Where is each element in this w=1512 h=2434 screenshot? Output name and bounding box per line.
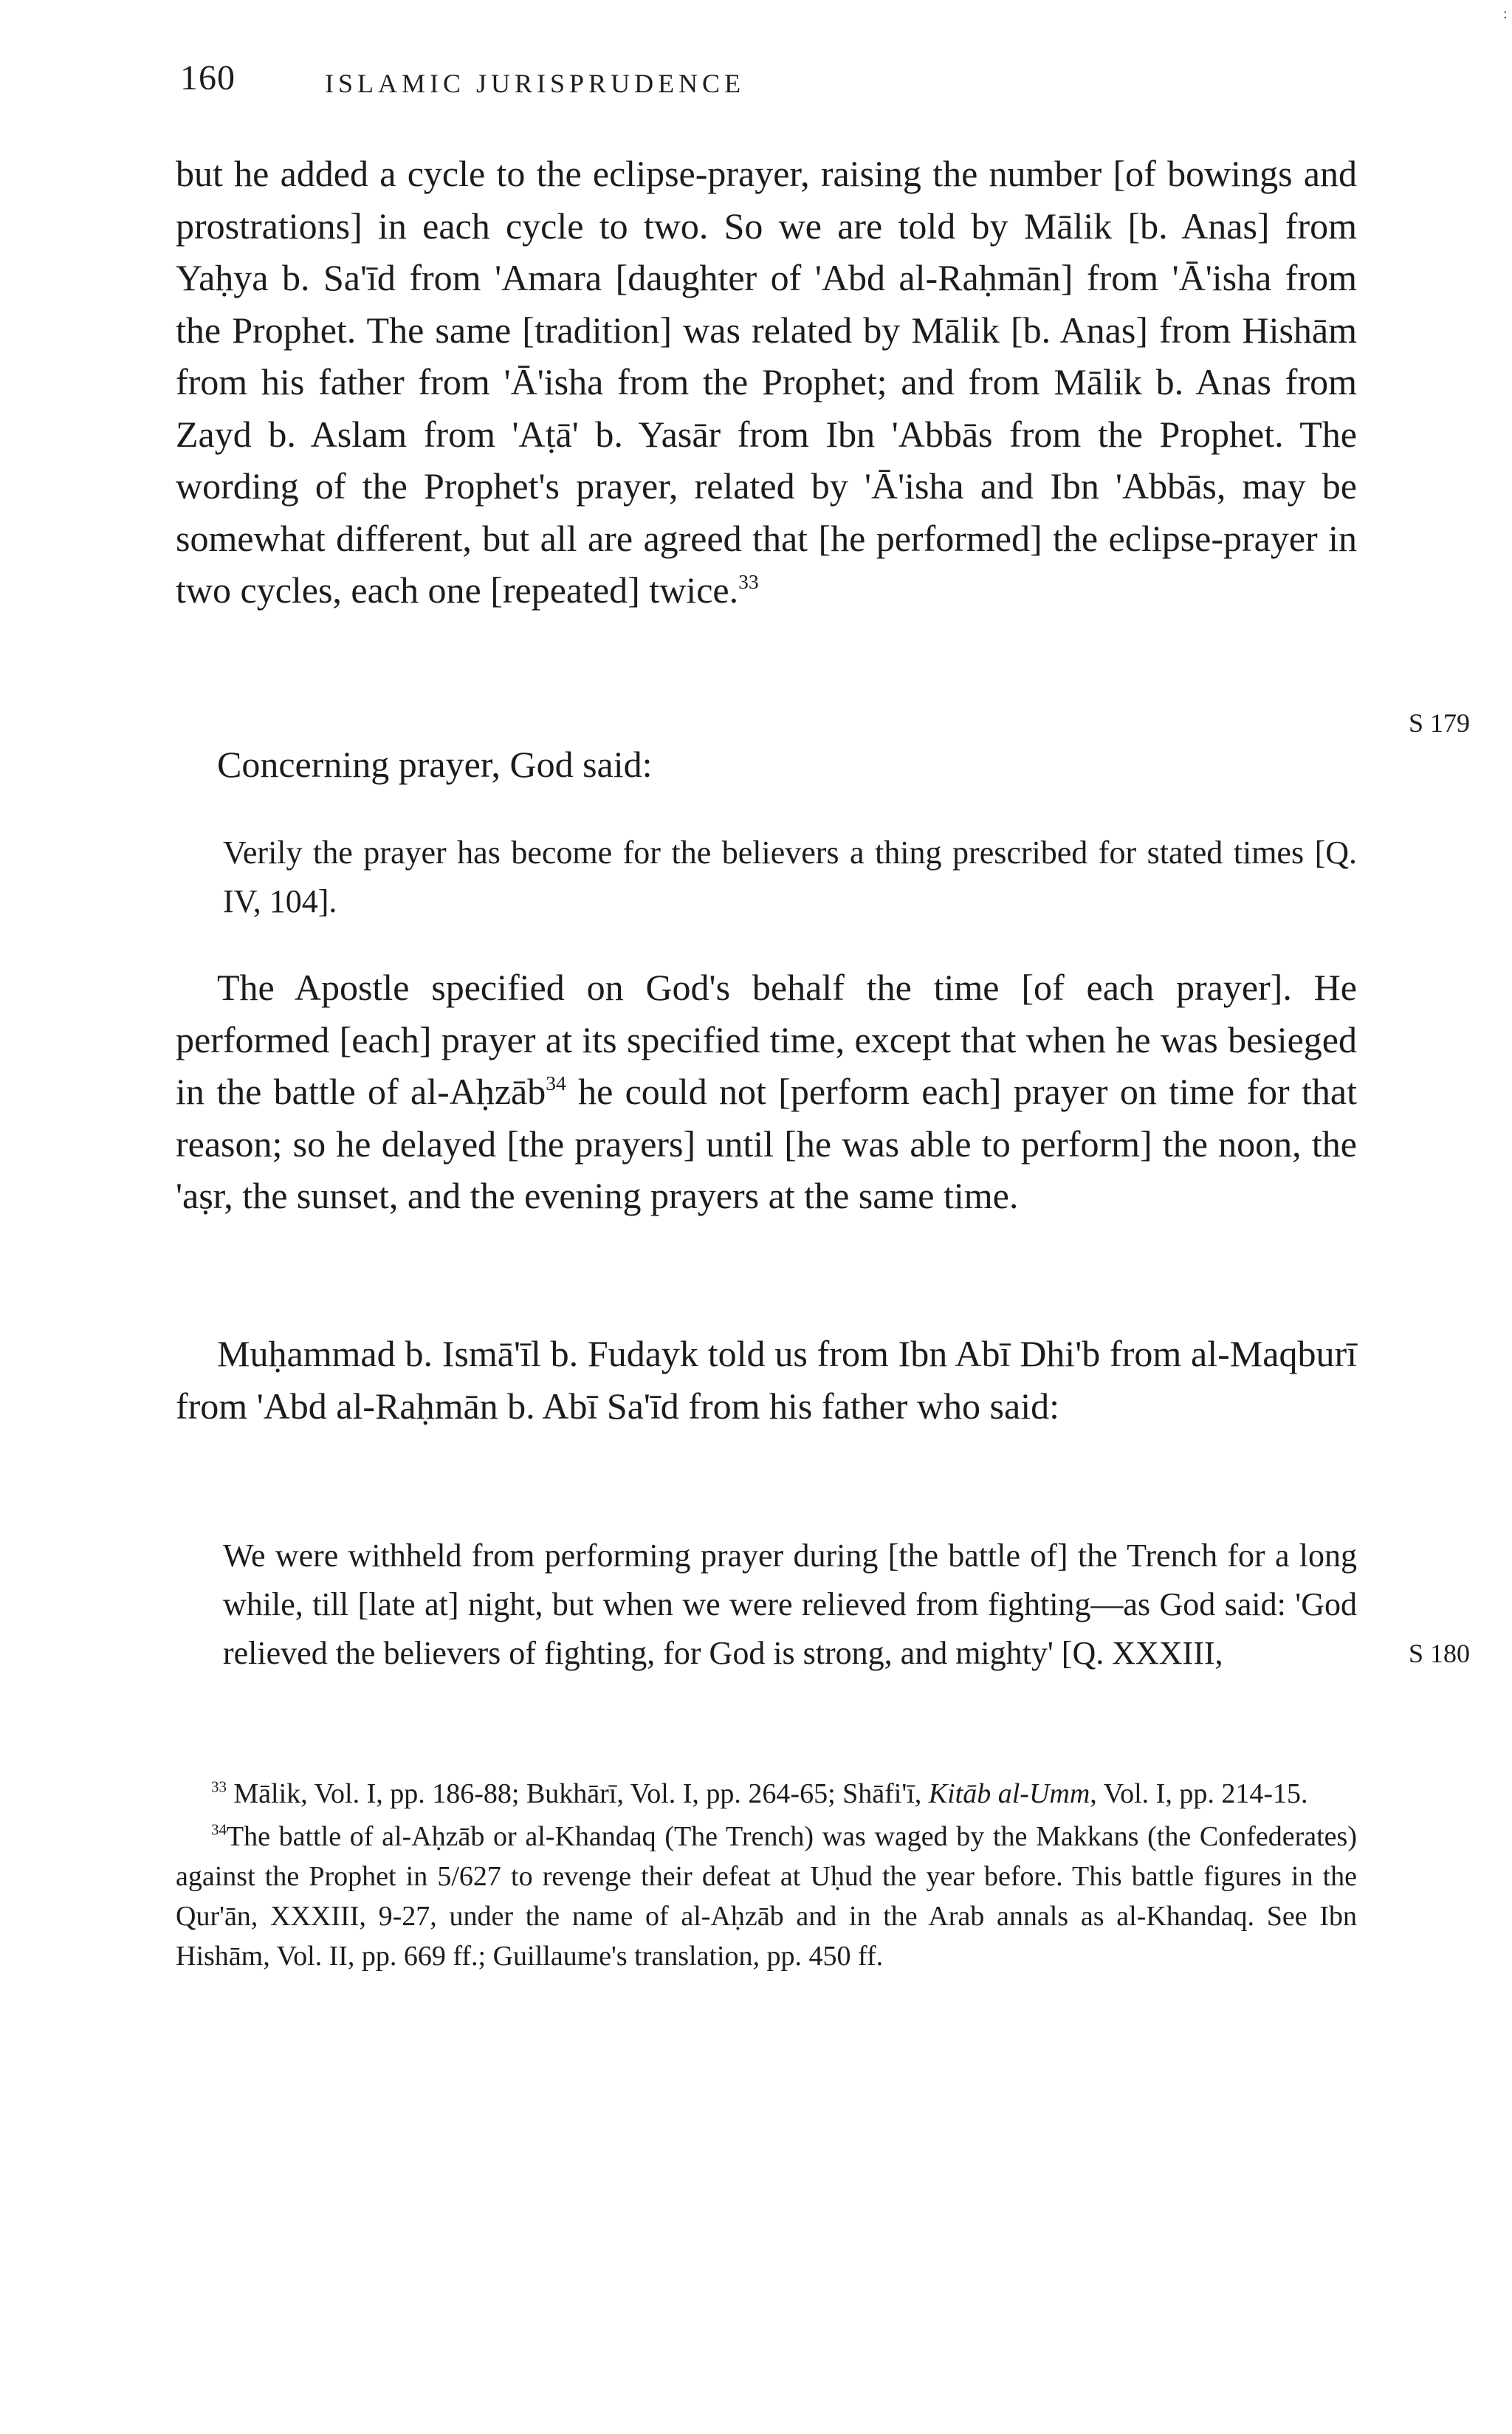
footnotes — [176, 1774, 1357, 1976]
page-header — [180, 58, 1361, 109]
footnote-33-number: 33 — [211, 1777, 227, 1796]
footnote-33-tail: , Vol. I, pp. 214-15. — [1090, 1778, 1308, 1809]
paragraph-2-text: Concerning prayer, God said: — [217, 744, 653, 785]
running-head: ISLAMIC JURISPRUDENCE — [325, 69, 746, 98]
paragraph-1 — [176, 148, 1357, 617]
footnote-34-text: The battle of al-Aḥzāb or al-Khandaq (The Trench) was waged by the Makkans (the Confederates) against the Prophet in 5/627 to revenge their defeat at Uḥud the year before. This battle figures in the Qur'ān, XXXIII, 9-27, under the name of al-Aḥzāb and in the Arab annals as al-Khandaq. See Ibn Hishām, Vol. II, pp. 669 ff.; Guillaume's translation, pp. 450 ff. — [176, 1821, 1357, 1972]
footnote-33 — [176, 1774, 1357, 1814]
footnote-34 — [176, 1817, 1357, 1976]
quote-block-2 — [223, 1532, 1357, 1678]
paragraph-1-text: but he added a cycle to the eclipse-prayer, raising the number [of bowings and prostrations] in each cycle to two. So we are told by Mālik [b. Anas] from Yaḥya b. Sa'īd from 'Amara [daughter of 'Abd al-Raḥmān] from 'Ā'isha from the Prophet. The same [tradition] was related by Mālik [b. Anas] from Hishām from his father from 'Ā'isha from the Prophet; and from Mālik b. Anas from Zayd b. Aslam from 'Aṭā' b. Yasār from Ibn 'Abbās from the Prophet. The wording of the Prophet's prayer, related by 'Ā'isha and Ibn 'Abbās, may be somewhat different, but all are agreed that [he performed] the eclipse-prayer in two cycles, each one [repeated] twice. — [176, 153, 1357, 611]
margin-note-s180: S 180 — [1409, 1639, 1471, 1668]
paragraph-3-continuation: he could not [perform each] prayer on time for that reason; so he delayed [the prayers] until [he was able to perform] the noon, the 'aṣr, the sunset, and the evening prayers at the same time. — [176, 1071, 1357, 1216]
quote-2-text: We were withheld from performing prayer during [the battle of] the Trench for a long while, till [late at] night, but when we were relieved from fighting—as God said: 'God relieved the believers of fighting, for God is strong, and mighty' [Q. XXXIII, — [223, 1537, 1357, 1671]
scan-edge-mark: : — [1503, 6, 1508, 22]
footnote-ref-34: 34 — [546, 1071, 566, 1094]
paragraph-4-text: Muḥammad b. Ismā'īl b. Fudayk told us from Ibn Abī Dhi'b from al-Maqburī from 'Abd al-Raḥmān b. Abī Sa'īd from his father who said: — [176, 1333, 1357, 1427]
footnote-33-text: Mālik, Vol. I, pp. 186-88; Bukhārī, Vol. I, pp. 264-65; Shāfi'ī, — [226, 1778, 929, 1809]
paragraph-4 — [176, 1328, 1357, 1432]
paragraph-3 — [176, 961, 1357, 1222]
quote-block-1 — [223, 829, 1357, 926]
footnote-ref-33: 33 — [738, 569, 759, 593]
paragraph-2 — [176, 738, 1357, 791]
footnote-34-number: 34 — [211, 1820, 227, 1839]
margin-note-s179: S 179 — [1409, 708, 1471, 738]
footnote-33-title: Kitāb al-Umm — [928, 1778, 1090, 1809]
quote-1-text: Verily the prayer has become for the believers a thing prescribed for stated times [Q. IV, 104]. — [223, 834, 1357, 919]
paragraph-3-text: The Apostle specified on God's behalf the time [of each prayer]. He performed [each] prayer at its specified time, except that when he was besieged in the battle of al-Aḥzāb — [176, 967, 1357, 1112]
page-number: 160 — [180, 58, 236, 97]
